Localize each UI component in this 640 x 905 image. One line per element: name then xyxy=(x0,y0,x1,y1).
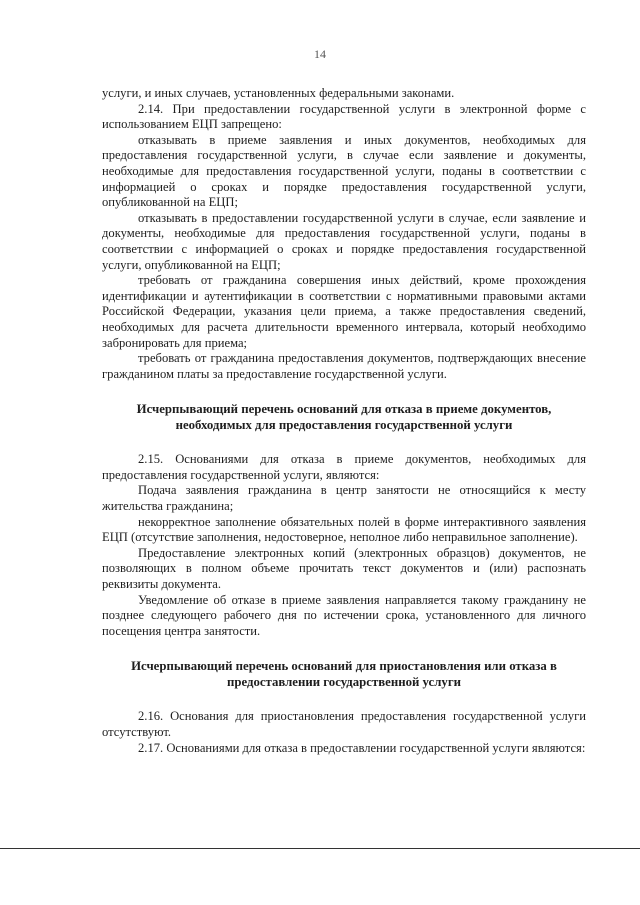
paragraph: отказывать в приеме заявления и иных документов, необходимых для предоставления государственной услуги, в случае если заявление и документы, необходимые для предоставления государственной услуги, поданы в соответствии с информацией о сроках и порядке предоставления государственной услуги, опубликованной на ЕЦП; xyxy=(102,132,586,210)
paragraph: 2.16. Основания для приостановления предоставления государственной услуги отсутствуют. xyxy=(102,709,586,739)
paragraph: 2.17. Основаниями для отказа в предоставлении государственной услуги являются: xyxy=(138,740,586,755)
section-heading: Исчерпывающий перечень оснований для приостановления или отказа в предоставлении государственной услуги xyxy=(131,659,557,690)
paragraph: Уведомление об отказе в приеме заявления направляется такому гражданину не позднее следующего рабочего дня по истечении срока, установленного для личного посещения центра занятости. xyxy=(102,592,586,638)
document-body xyxy=(102,86,586,756)
section-spacer xyxy=(102,690,586,709)
paragraph: Подача заявления гражданина в центр занятости не относящийся к месту жительства гражданина; xyxy=(102,483,586,514)
paragraph: 2.15. Основаниями для отказа в приеме документов, необходимых для предоставления государственной услуги, являются: xyxy=(102,452,586,482)
paragraph: требовать от гражданина совершения иных действий, кроме прохождения идентификации и аутентификации в соответствии с нормативными правовыми актами Российской Федерации, указания цели приема, а также предоставления сведений, необходимых для расчета длительности временного интервала, который необходимо забронировать для приема; xyxy=(102,273,586,350)
section-spacer xyxy=(102,382,586,401)
section-heading: Исчерпывающий перечень оснований для отказа в приеме документов, необходимых для предоставления государственной услуги xyxy=(136,402,552,433)
section-spacer xyxy=(102,433,586,452)
page-number: 14 xyxy=(314,47,326,61)
paragraph: отказывать в предоставлении государственной услуги в случае, если заявление и документы, необходимые для предоставления государственной услуги, поданы в соответствии с информацией о сроках и порядке предоставления государственной услуги, опубликованной на ЕЦП; xyxy=(102,210,586,272)
paragraph: 2.14. При предоставлении государственной услуги в электронной форме с использованием ЕЦП запрещено: xyxy=(102,101,586,132)
paragraph: Предоставление электронных копий (электронных образцов) документов, не позволяющих в полном объеме прочитать текст документов и (или) распознать реквизиты документа. xyxy=(102,545,586,592)
paragraph: услуги, и иных случаев, установленных федеральными законами. xyxy=(102,86,455,100)
page-bottom-rule xyxy=(0,848,640,849)
section-spacer xyxy=(102,639,586,658)
paragraph: требовать от гражданина предоставления документов, подтверждающих внесение гражданином платы за предоставление государственной услуги. xyxy=(102,351,586,381)
paragraph: некорректное заполнение обязательных полей в форме интерактивного заявления ЕЦП (отсутствие заполнения, недостоверное, неполное либо неправильное заполнение). xyxy=(102,514,586,545)
